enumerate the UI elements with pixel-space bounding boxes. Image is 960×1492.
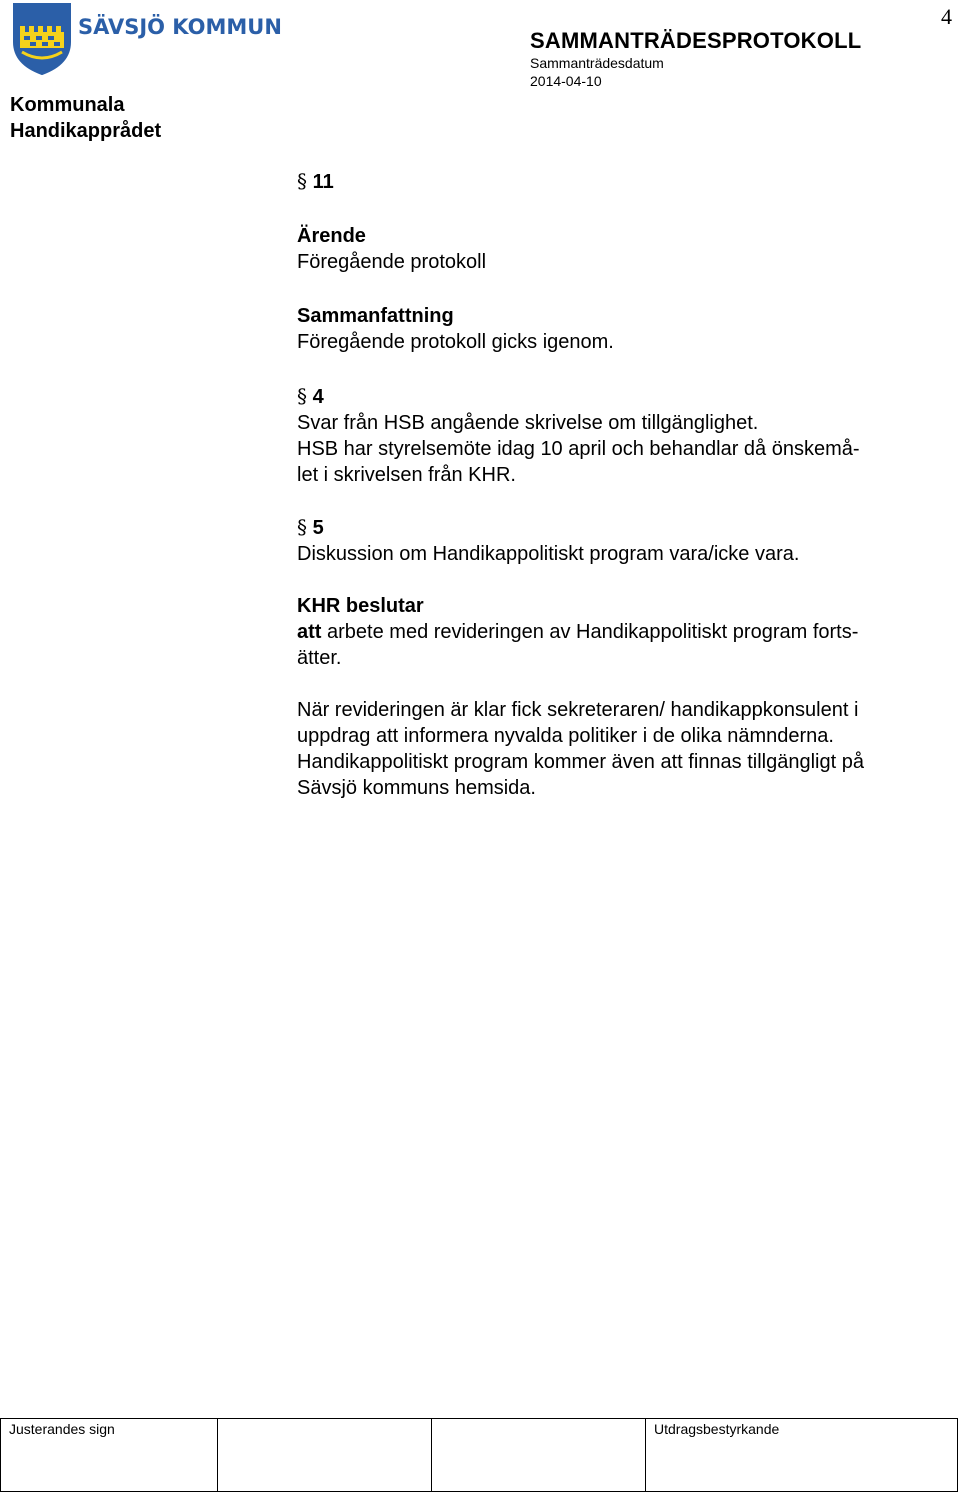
coat-of-arms-icon — [14, 4, 70, 74]
arende-text: Föregående protokoll — [297, 251, 487, 273]
utdragsbestyrkande-label: Utdragsbestyrkande — [654, 1421, 780, 1437]
decision-text: arbete med revideringen av Handikappolitiskt program forts- — [327, 621, 859, 643]
meeting-date-label: Sammanträdesdatum — [530, 55, 664, 71]
signature-cell-2[interactable] — [218, 1419, 432, 1492]
section-number: 4 — [312, 386, 324, 408]
section-number: 5 — [312, 517, 324, 539]
signature-table — [0, 1418, 958, 1492]
justerandes-sign-cell[interactable] — [1, 1419, 218, 1492]
section-5-text: Diskussion om Handikappolitiskt program vara/icke vara. — [297, 543, 800, 565]
page-number: 4 — [941, 4, 952, 29]
final-line-3: Handikappolitiskt program kommer även att finnas tillgängligt på — [297, 751, 864, 773]
department-name — [10, 92, 161, 144]
signature-cell-3[interactable] — [432, 1419, 646, 1492]
section-4-line-3: let i skrivelsen från KHR. — [297, 464, 516, 486]
arende-heading: Ärende — [297, 225, 366, 247]
document-title: SAMMANTRÄDESPROTOKOLL — [530, 28, 862, 53]
section-5-heading — [297, 514, 942, 541]
decision-line-2: ätter. — [297, 647, 342, 669]
section-4-line-1: Svar från HSB angående skrivelse om tillgänglighet. — [297, 412, 759, 434]
section-symbol: § — [297, 515, 307, 539]
meeting-date-value: 2014-04-10 — [530, 73, 602, 89]
protocol-body — [297, 168, 942, 801]
municipality-logo — [12, 2, 292, 76]
section-number: 11 — [312, 171, 334, 193]
sammanfattning-text: Föregående protokoll gicks igenom. — [297, 331, 614, 353]
department-line-2: Handikapprådet — [10, 120, 162, 142]
department-line-1: Kommunala — [10, 94, 125, 116]
decision-att: att — [297, 621, 322, 643]
final-line-4: Sävsjö kommuns hemsida. — [297, 777, 536, 799]
final-line-2: uppdrag att informera nyvalda politiker i de olika nämnderna. — [297, 725, 834, 747]
logo-wordmark: SÄVSJÖ KOMMUN — [78, 15, 282, 39]
final-line-1: När revideringen är klar fick sekreteraren/ handikappkonsulent i — [297, 699, 859, 721]
section-11-heading — [297, 168, 942, 195]
decision-line-1 — [297, 619, 942, 645]
utdragsbestyrkande-cell[interactable] — [646, 1419, 958, 1492]
decision-heading: KHR beslutar — [297, 595, 424, 617]
sammanfattning-heading: Sammanfattning — [297, 305, 454, 327]
section-symbol: § — [297, 169, 307, 193]
section-4-heading — [297, 383, 942, 410]
section-symbol: § — [297, 384, 307, 408]
justerandes-sign-label: Justerandes sign — [9, 1421, 115, 1437]
section-4-line-2: HSB har styrelsemöte idag 10 april och behandlar då önskemå- — [297, 438, 860, 460]
